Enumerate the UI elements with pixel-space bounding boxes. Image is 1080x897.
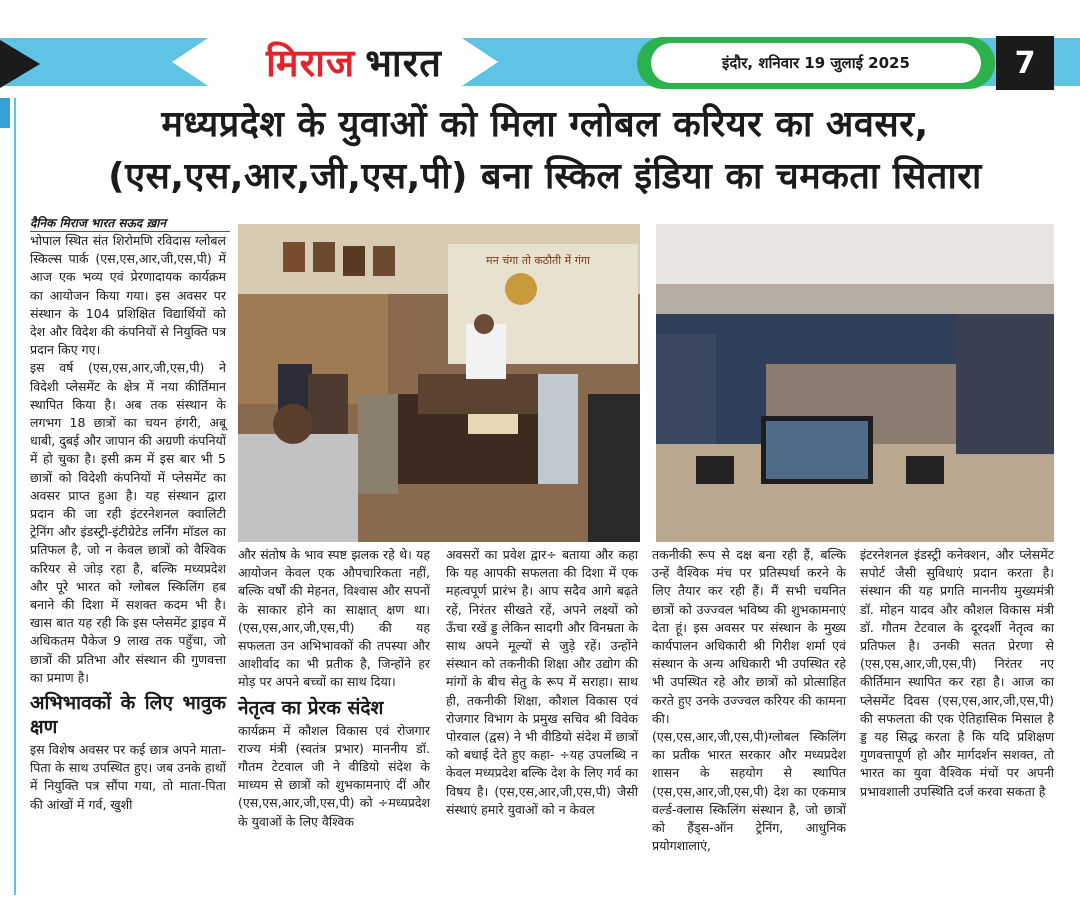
headline-line-2: (एस,एस,आर,जी,एस,पी) बना स्किल इंडिया का चमकता सितारा — [108, 156, 982, 197]
article-column-2 — [238, 546, 430, 831]
article-paragraph: कार्यक्रम में कौशल विकास एवं रोजगार राज्य मंत्री (स्वतंत्र प्रभार) माननीय डॉ. गौतम टेटवाल जी ने वीडियो संदेश के माध्यम से छात्रों को शुभकामनाएं दीं और (एस,एस,आर,जी,एस,पी) को ÷मध्यप्रदेश के युवाओं के लिए वैश्विक — [238, 722, 430, 829]
headline-line-1: मध्यप्रदेश के युवाओं को मिला ग्लोबल करियर का अवसर, — [161, 104, 929, 145]
photo-office-meeting — [238, 224, 640, 542]
article-column-1 — [30, 232, 226, 897]
subheading-parents: अभिभावकों के लिए भावुक क्षण — [30, 692, 226, 739]
logo-part-bharat: भारत — [365, 41, 442, 85]
article-paragraph: (एस,एस,आर,जी,एस,पी)ग्लोबल स्किलिंग का प्रतीक भारत सरकार और मध्यप्रदेश शासन के सहयोग से स्थापित (एस,एस,आर,जी,एस,पी) देश का एकमात्र वर्ल्ड-क्लास स्किलिंग संस्थान है, जो छात्रों को हैंड्स-ऑन ट्रेनिंग, आधुनिक प्रयोगशालाएं, — [652, 729, 846, 854]
article-paragraph: इंटरनेशनल इंडस्ट्री कनेक्शन, और प्लेसमेंट सपोर्ट जैसी सुविधाएं प्रदान करता है। संस्थान की यह प्रगति माननीय मुख्यमंत्री डॉ. मोहन यादव और कौशल विकास मंत्री डॉ. गौतम टेटवाल के दूरदर्शी नेतृत्व का प्रतिफल है। उनकी सतत प्रेरणा से (एस,एस,आर,जी,एस,पी) निरंतर नए कीर्तिमान स्थापित कर रहा है। आज का प्लेसमेंट दिवस (एस,एस,आर,जी,एस,पी) की सफलता की एक ऐतिहासिक मिसाल है ड्ड यह सिद्ध करता है कि यदि प्रशिक्षण गुणवत्तापूर्ण हो और मार्गदर्शन सशक्त, तो भारत का युवा वैश्विक मंचों पर अपनी प्रभावशाली उपस्थिति दर्ज करवा सकता है — [860, 547, 1054, 799]
left-margin-strip — [0, 98, 16, 895]
article-paragraph: इस विशेष अवसर पर कई छात्र अपने माता-पिता के साथ उपस्थित हुए। जब उनके हाथों में नियुक्ति पत्र सौंपा गया, तो माता-पिता की आंखों में गर्व, खुशी — [30, 742, 226, 812]
article-paragraph: और संतोष के भाव स्पष्ट झलक रहे थे। यह आयोजन केवल एक औपचारिकता नहीं, बल्कि वर्षों की मेहनत, विश्वास और सपनों के साकार होने का साक्षात् क्षण था। (एस,एस,आर,जी,एस,पी) की यह सफलता उन अभिभावकों की तपस्या और आशीर्वाद का भी प्रतीक है, जिन्होंने हर मोड़ पर अपने बच्चों का साथ दिया। — [238, 547, 430, 690]
photo-auditorium — [656, 224, 1054, 542]
newspaper-logo — [234, 36, 474, 88]
subheading-leadership: नेतृत्व का प्रेरक संदेश — [238, 696, 384, 719]
article-column-5 — [860, 546, 1054, 801]
article-paragraph: तकनीकी रूप से दक्ष बना रही हैं, बल्कि उन्हें वैश्विक मंच पर प्रतिस्पर्धा करने के लिए तैयार कर रही हैं। मैं सभी चयनित छात्रों को उज्ज्वल भविष्य की शुभकामनाएं देता हूं। इस अवसर पर संस्थान के मुख्य कार्यपालन अधिकारी श्री गिरीश शर्मा एवं संस्थान के अन्य अधिकारी भी उपस्थित रहे भी उपस्थित रहे और छात्रों को प्रोत्साहित करते हुए उनके उज्ज्वल करियर की कामना की। — [652, 547, 846, 726]
logo-part-mirage: मिराज — [266, 41, 356, 85]
page-number: 7 — [996, 36, 1054, 90]
dateline-pill — [637, 37, 995, 89]
article-paragraph: इस वर्ष (एस,एस,आर,जी,एस,पी) ने विदेशी प्लेसमेंट के क्षेत्र में नया कीर्तिमान स्थापित किया है। अब तक संस्थान के लगभग 18 छात्रों का चयन हंगरी, अबू धाबी, दुबई और जापान की अग्रणी कंपनियों में हो चुका है। इसी क्रम में इस बार भी 5 छात्रों को विदेशी कंपनियों में प्लेसमेंट का अवसर प्राप्त हुआ है। यह संस्थान द्वारा प्रदान की जा रही इंटरनेशनल क्वालिटी ट्रेनिंग और इंडस्ट्री-इंटीग्रेटेड लर्निंग मॉडल का प्रतिफल है, जो न केवल छात्रों को वैश्विक करियर से जोड़ रहा है, बल्कि मध्यप्रदेश और पूरे भारत को ग्लोबल स्किलिंग हब बनाने की दिशा में सशक्त कदम भी है। खास बात यह रही कि इस प्लेसमेंट ड्राइव में अधिकतम पैकेज 9 लाख तक पहुँचा, जो छात्रों की प्रतिभा और संस्थान की गुणवत्ता का प्रमाण है। — [30, 360, 226, 685]
article-column-3 — [446, 546, 638, 819]
wall-motto-text: मन चंगा तो कठौती में गंगा — [486, 254, 590, 267]
left-arrow-decoration — [0, 40, 40, 88]
headline — [30, 100, 1060, 204]
article-paragraph: अवसरों का प्रवेश द्वार÷ बताया और कहा कि यह आपकी सफलता की दिशा में एक महत्वपूर्ण प्रारंभ है। आप सदैव आगे बढ़ते रहें, निरंतर सीखते रहें, अपने लक्ष्यों को ऊँचा रखें ड्ड लेकिन सादगी और विनम्रता के साथ अपने मूल्यों से जुड़े रहें। उन्होंने संस्थान को तकनीकी शिक्षा और उद्योग की मांगों के बीच सेतु के रूप में सराहा। साथ ही, तकनीकी शिक्षा, कौशल विकास एवं रोजगार विभाग के प्रमुख सचिव श्री विवेक पोरवाल (द्वस) ने भी वीडियो संदेश में छात्रों को बधाई देते हुए कहा- ÷यह उपलब्धि न केवल मध्यप्रदेश बल्कि देश के लिए गर्व का विषय है। (एस,एस,आर,जी,एस,पी) जैसी संस्थाएं हमारे युवाओं को न केवल — [446, 547, 638, 817]
article-column-4 — [652, 546, 846, 855]
dateline-text: इंदौर, शनिवार 19 जुलाई 2025 — [651, 43, 981, 83]
article-paragraph: भोपाल स्थित संत शिरोमणि रविदास ग्लोबल स्किल्स पार्क (एस,एस,आर,जी,एस,पी) में आज एक भव्य एवं प्रेरणादायक कार्यक्रम का आयोजन किया गया। इस अवसर पर संस्थान के 104 प्रशिक्षित विद्यार्थियों को देश और विदेश की कंपनियों से नियुक्ति पत्र प्रदान किए गए। — [30, 233, 226, 358]
left-margin-accent — [0, 98, 10, 128]
byline: दैनिक मिराज भारत सऊद ख़ान — [30, 214, 230, 232]
